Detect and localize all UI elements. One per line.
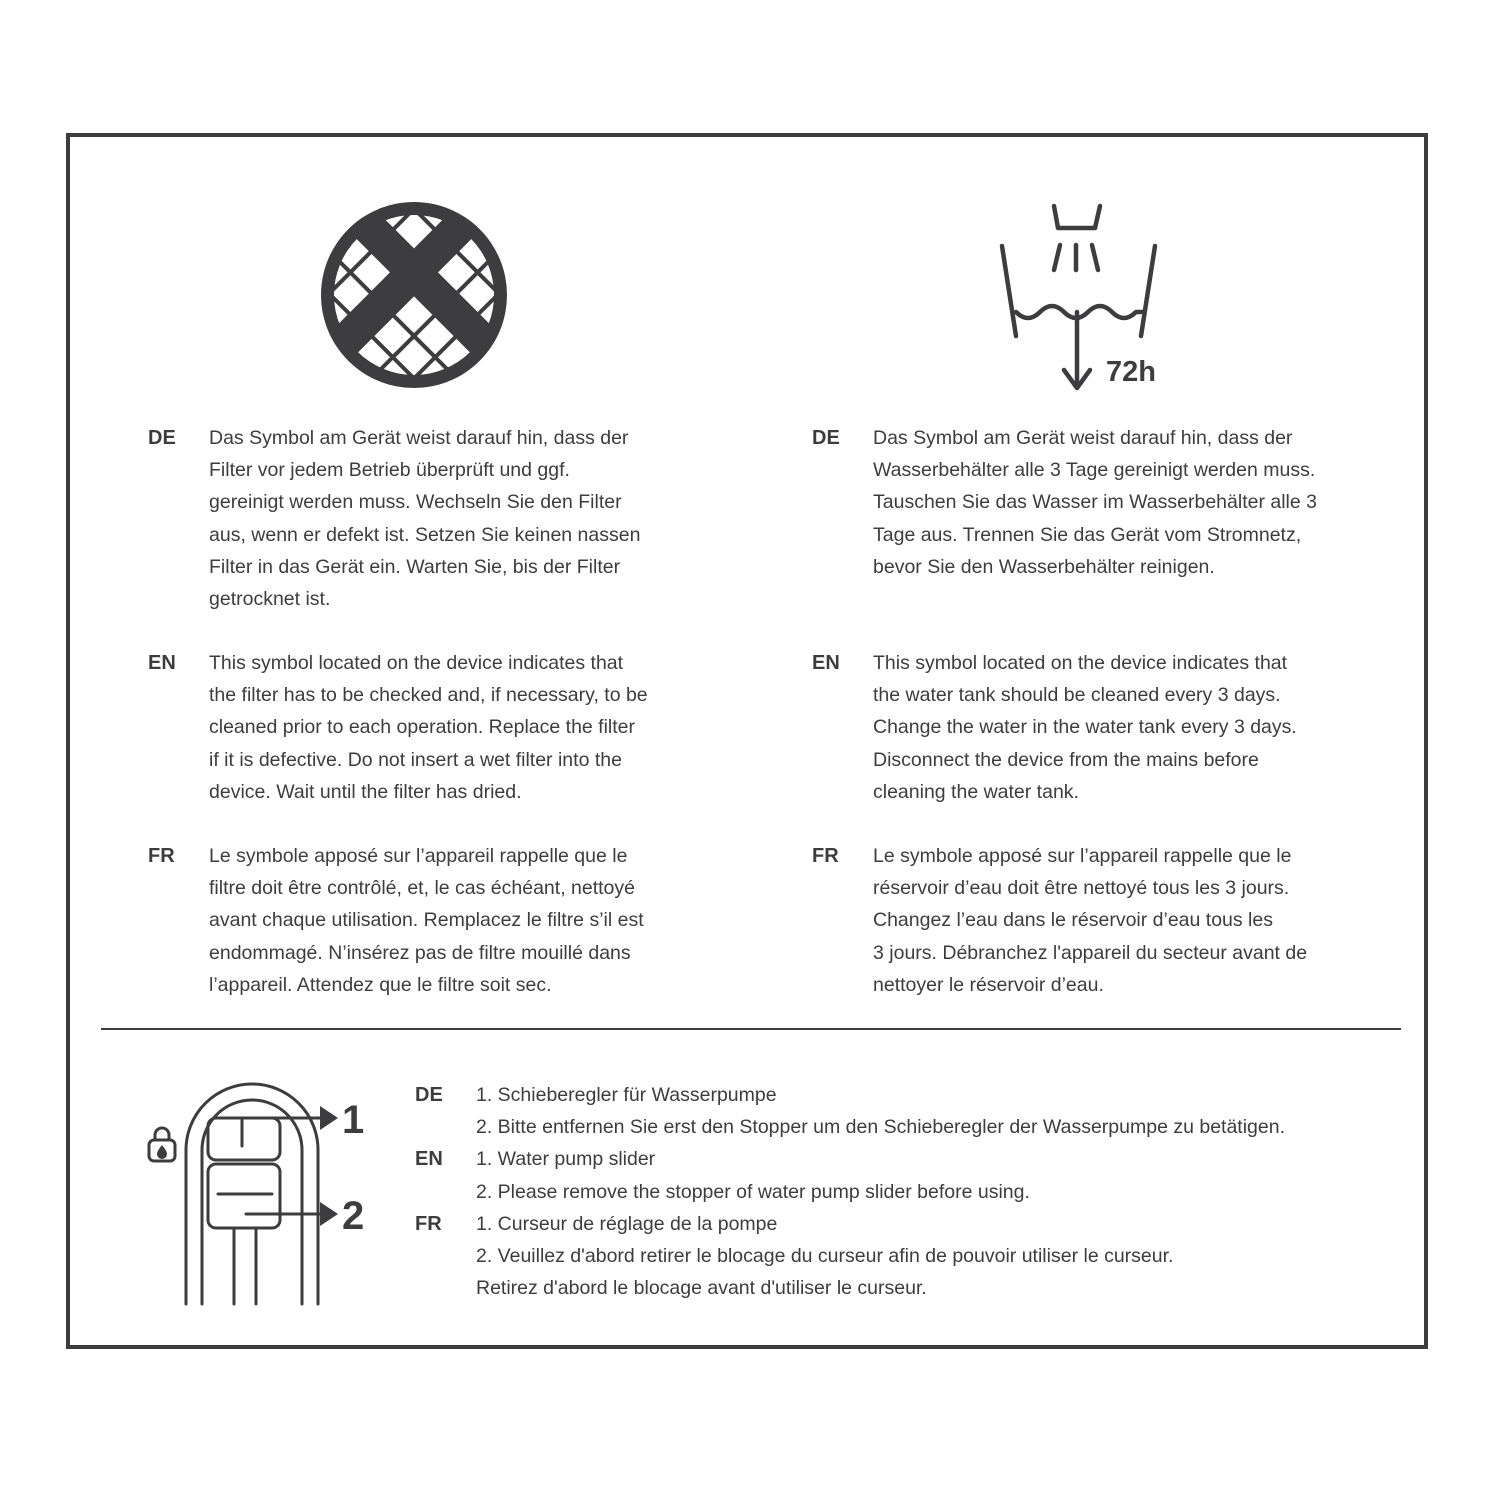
tank-text: Das Symbol am Gerät weist darauf hin, dass der Wasserbehälter alle 3 Tage gereinigt werden muss. Tauschen Sie das Wasser im Wasserbehälter alle 3 Tage aus. Trennen Sie das Gerät vom Stromnetz, bevor Sie den Wasserbehälter reinigen. <box>873 427 1317 578</box>
water-tank-72h-label: 72h <box>1106 356 1156 388</box>
tank-text: This symbol located on the device indicates that the water tank should be cleaned every 3 days. Change the water in the water tank every 3 days. Disconnect the device from the mains before cleaning the water tank. <box>873 652 1297 803</box>
language-code: FR <box>812 845 839 867</box>
filter-text: This symbol located on the device indicates that the filter has to be checked and, if necessary, to be cleaned prior to each operation. Replace the filter if it is defective. Do not insert a wet filter into the device. Wait until the filter has dried. <box>209 652 648 803</box>
slider-instruction-line: 1. Water pump slider <box>476 1148 656 1170</box>
slider-instruction-line: 2. Veuillez d'abord retirer le blocage du curseur afin de pouvoir utiliser le curseur. <box>476 1245 1174 1267</box>
slider-instruction-line: 2. Please remove the stopper of water pump slider before using. <box>476 1181 1030 1203</box>
language-code: EN <box>812 652 840 674</box>
water-tank-icon <box>996 200 1176 400</box>
slider-instruction-line: 1. Schieberegler für Wasserpumpe <box>476 1084 777 1106</box>
tank-text: Le symbole apposé sur l’appareil rappelle que le réservoir d’eau doit être nettoyé tous les 3 jours. Changez l’eau dans le réservoir d’eau tous les 3 jours. Débranchez l'appareil du secteur avant de nettoyer le réservoir d’eau. <box>873 845 1308 996</box>
slider-instruction-line: 1. Curseur de réglage de la pompe <box>476 1213 778 1235</box>
lock-drop-icon <box>146 1124 178 1164</box>
filter-text: Le symbole apposé sur l’appareil rappelle que le filtre doit être contrôlé, et, le cas échéant, nettoyé avant chaque utilisation. Remplacez le filtre s’il est endommagé. N’insérez pas de filtre mouillé dans l’appareil. Attendez que le filtre soit sec. <box>209 845 644 996</box>
slider-instruction-line: 2. Bitte entfernen Sie erst den Stopper um den Schieberegler der Wasserpumpe zu betätigen. <box>476 1116 1286 1138</box>
language-code: EN <box>148 652 176 674</box>
filter-grid-icon <box>320 201 508 389</box>
language-code: DE <box>812 427 840 449</box>
slider-callout-1: 1 <box>342 1098 365 1142</box>
language-code: DE <box>415 1084 443 1106</box>
language-code: FR <box>148 845 175 867</box>
section-divider <box>101 1028 1401 1030</box>
filter-text: Das Symbol am Gerät weist darauf hin, dass der Filter vor jedem Betrieb überprüft und ggf. gereinigt werden muss. Wechseln Sie den Filter aus, wenn er defekt ist. Setzen Sie keinen nassen Filter in das Gerät ein. Warten Sie, bis der Filter getrocknet ist. <box>209 427 641 611</box>
language-code: DE <box>148 427 176 449</box>
language-code: EN <box>415 1148 443 1170</box>
language-code: FR <box>415 1213 442 1235</box>
water-pump-slider-icon <box>180 1078 380 1308</box>
slider-callout-2: 2 <box>342 1194 365 1238</box>
slider-instruction-line: Retirez d'abord le blocage avant d'utiliser le curseur. <box>476 1277 927 1299</box>
